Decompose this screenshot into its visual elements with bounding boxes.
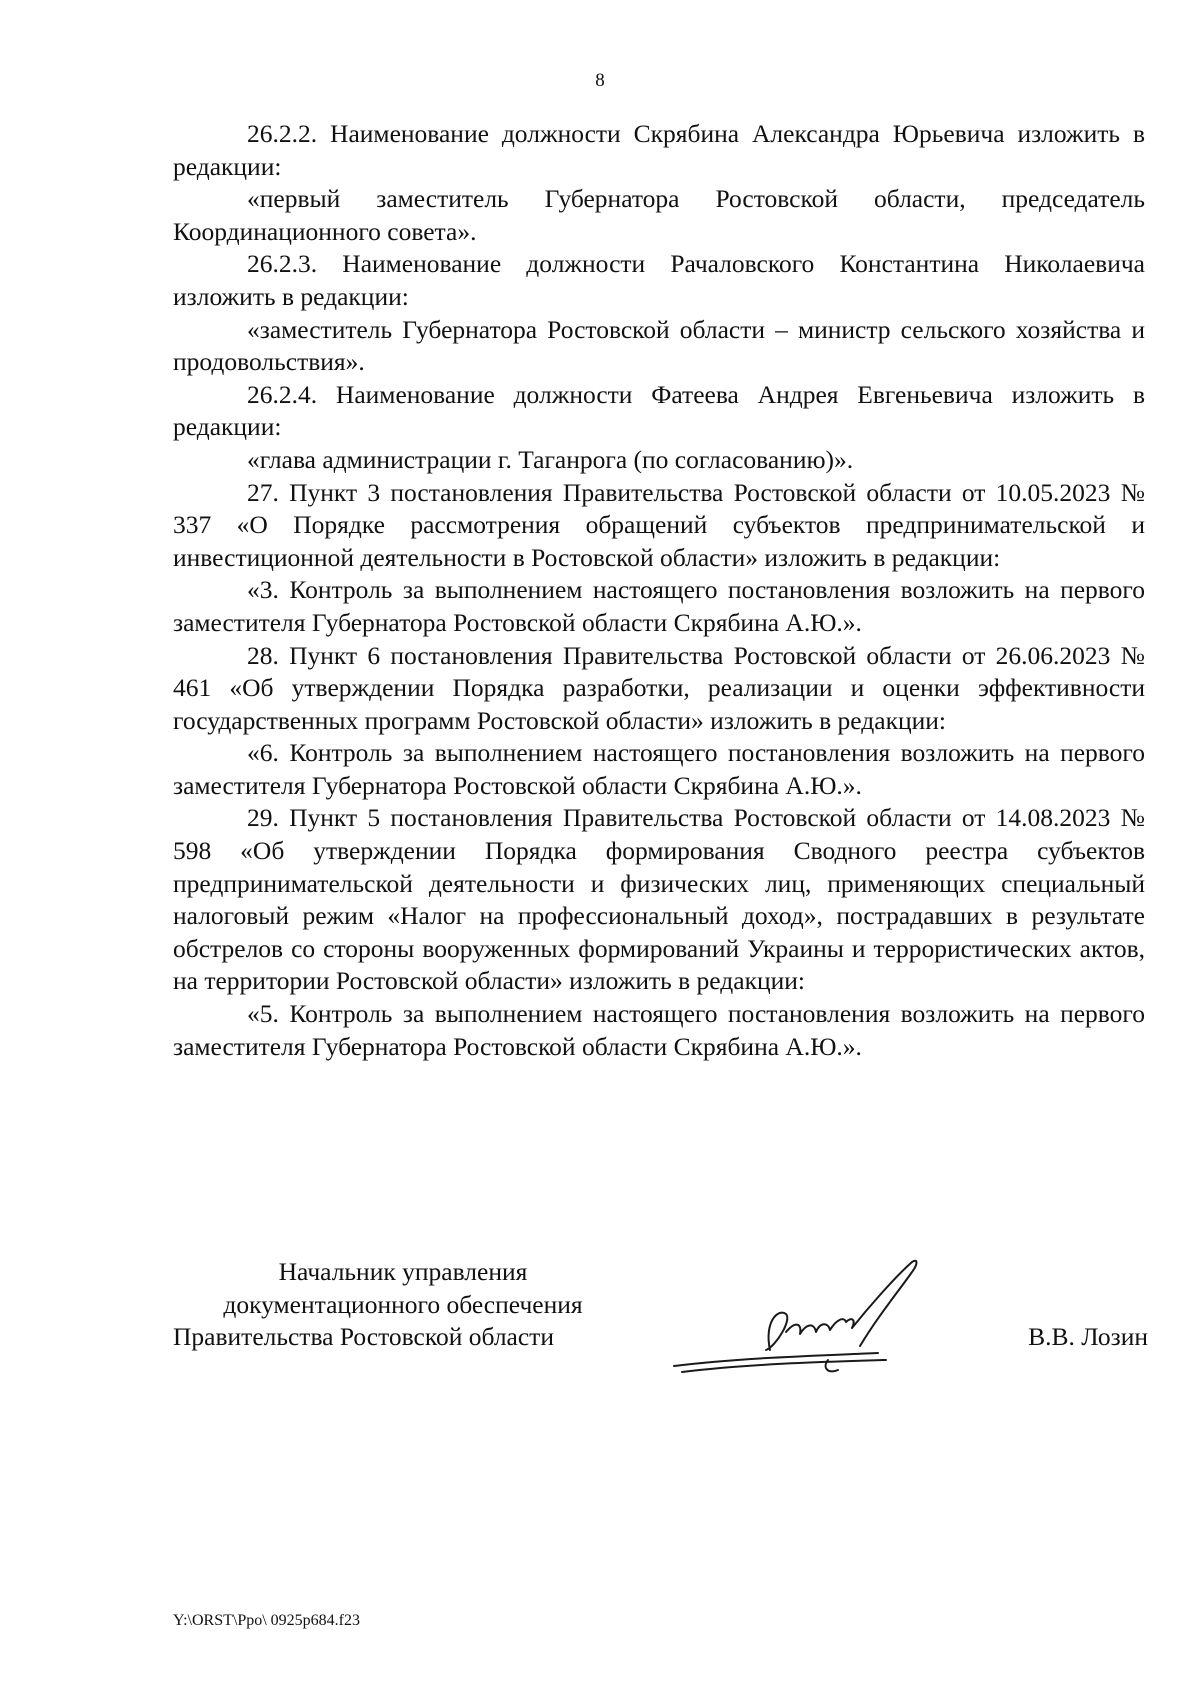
document-body	[173, 118, 1145, 1063]
file-path-footer: Y:\ORST\Ppo\ 0925p684.f23	[173, 1612, 360, 1629]
signer-name: В.В. Лозин	[1028, 1322, 1148, 1351]
signatory-title-line: документационного обеспечения	[223, 1289, 583, 1319]
signatory-title-line: Начальник управления	[278, 1257, 528, 1286]
signatory-title	[173, 1256, 633, 1354]
paragraph: 29. Пункт 5 постановления Правительства Ростовской области от 14.08.2023 № 598 «Об утверждении Порядка формирования Сводного реестра субъектов предпринимательской деятельности и физических лиц, применяющих специальный налоговый режим «Налог на профессиональный доход», пострадавших в результате обстрелов со стороны вооруженных формирований Украины и террористических актов, на территории Ростовской области» изложить в редакции:	[173, 803, 1145, 996]
paragraph: 27. Пункт 3 постановления Правительства Ростовской области от 10.05.2023 № 337 «О Порядке рассмотрения обращений субъектов предпринимательской и инвестиционной деятельности в Ростовской области» изложить в редакции:	[173, 477, 1145, 572]
paragraph: «заместитель Губернатора Ростовской области – министр сельского хозяйства и продовольствия».	[173, 314, 1145, 377]
paragraph: «6. Контроль за выполнением настоящего постановления возложить на первого заместителя Губернатора Ростовской области Скрябина А.Ю.».	[173, 738, 1145, 800]
paragraph: 26.2.2. Наименование должности Скрябина Александра Юрьевича изложить в редакции:	[173, 119, 1145, 181]
paragraph: 26.2.3. Наименование должности Рачаловского Константина Николаевича изложить в редакции:	[173, 249, 1145, 311]
handwritten-signature	[668, 1250, 958, 1380]
paragraph: «глава администрации г. Таганрога (по согласованию)».	[247, 444, 854, 474]
paragraph: «первый заместитель Губернатора Ростовской области, председатель Координационного совета».	[173, 184, 1145, 246]
paragraph: 28. Пункт 6 постановления Правительства Ростовской области от 26.06.2023 № 461 «Об утверждении Порядка разработки, реализации и оценки эффективности государственных программ Ростовской области» изложить в редакции:	[173, 640, 1145, 735]
paragraph: «3. Контроль за выполнением настоящего постановления возложить на первого заместителя Губернатора Ростовской области Скрябина А.Ю.».	[173, 575, 1145, 637]
signatory-title-line: Правительства Ростовской области	[173, 1322, 554, 1352]
paragraph: 26.2.4. Наименование должности Фатеева Андрея Евгеньевича изложить в редакции:	[173, 379, 1145, 442]
paragraph: «5. Контроль за выполнением настоящего постановления возложить на первого заместителя Губернатора Ростовской области Скрябина А.Ю.».	[173, 999, 1145, 1061]
page-number: 8	[595, 70, 605, 91]
